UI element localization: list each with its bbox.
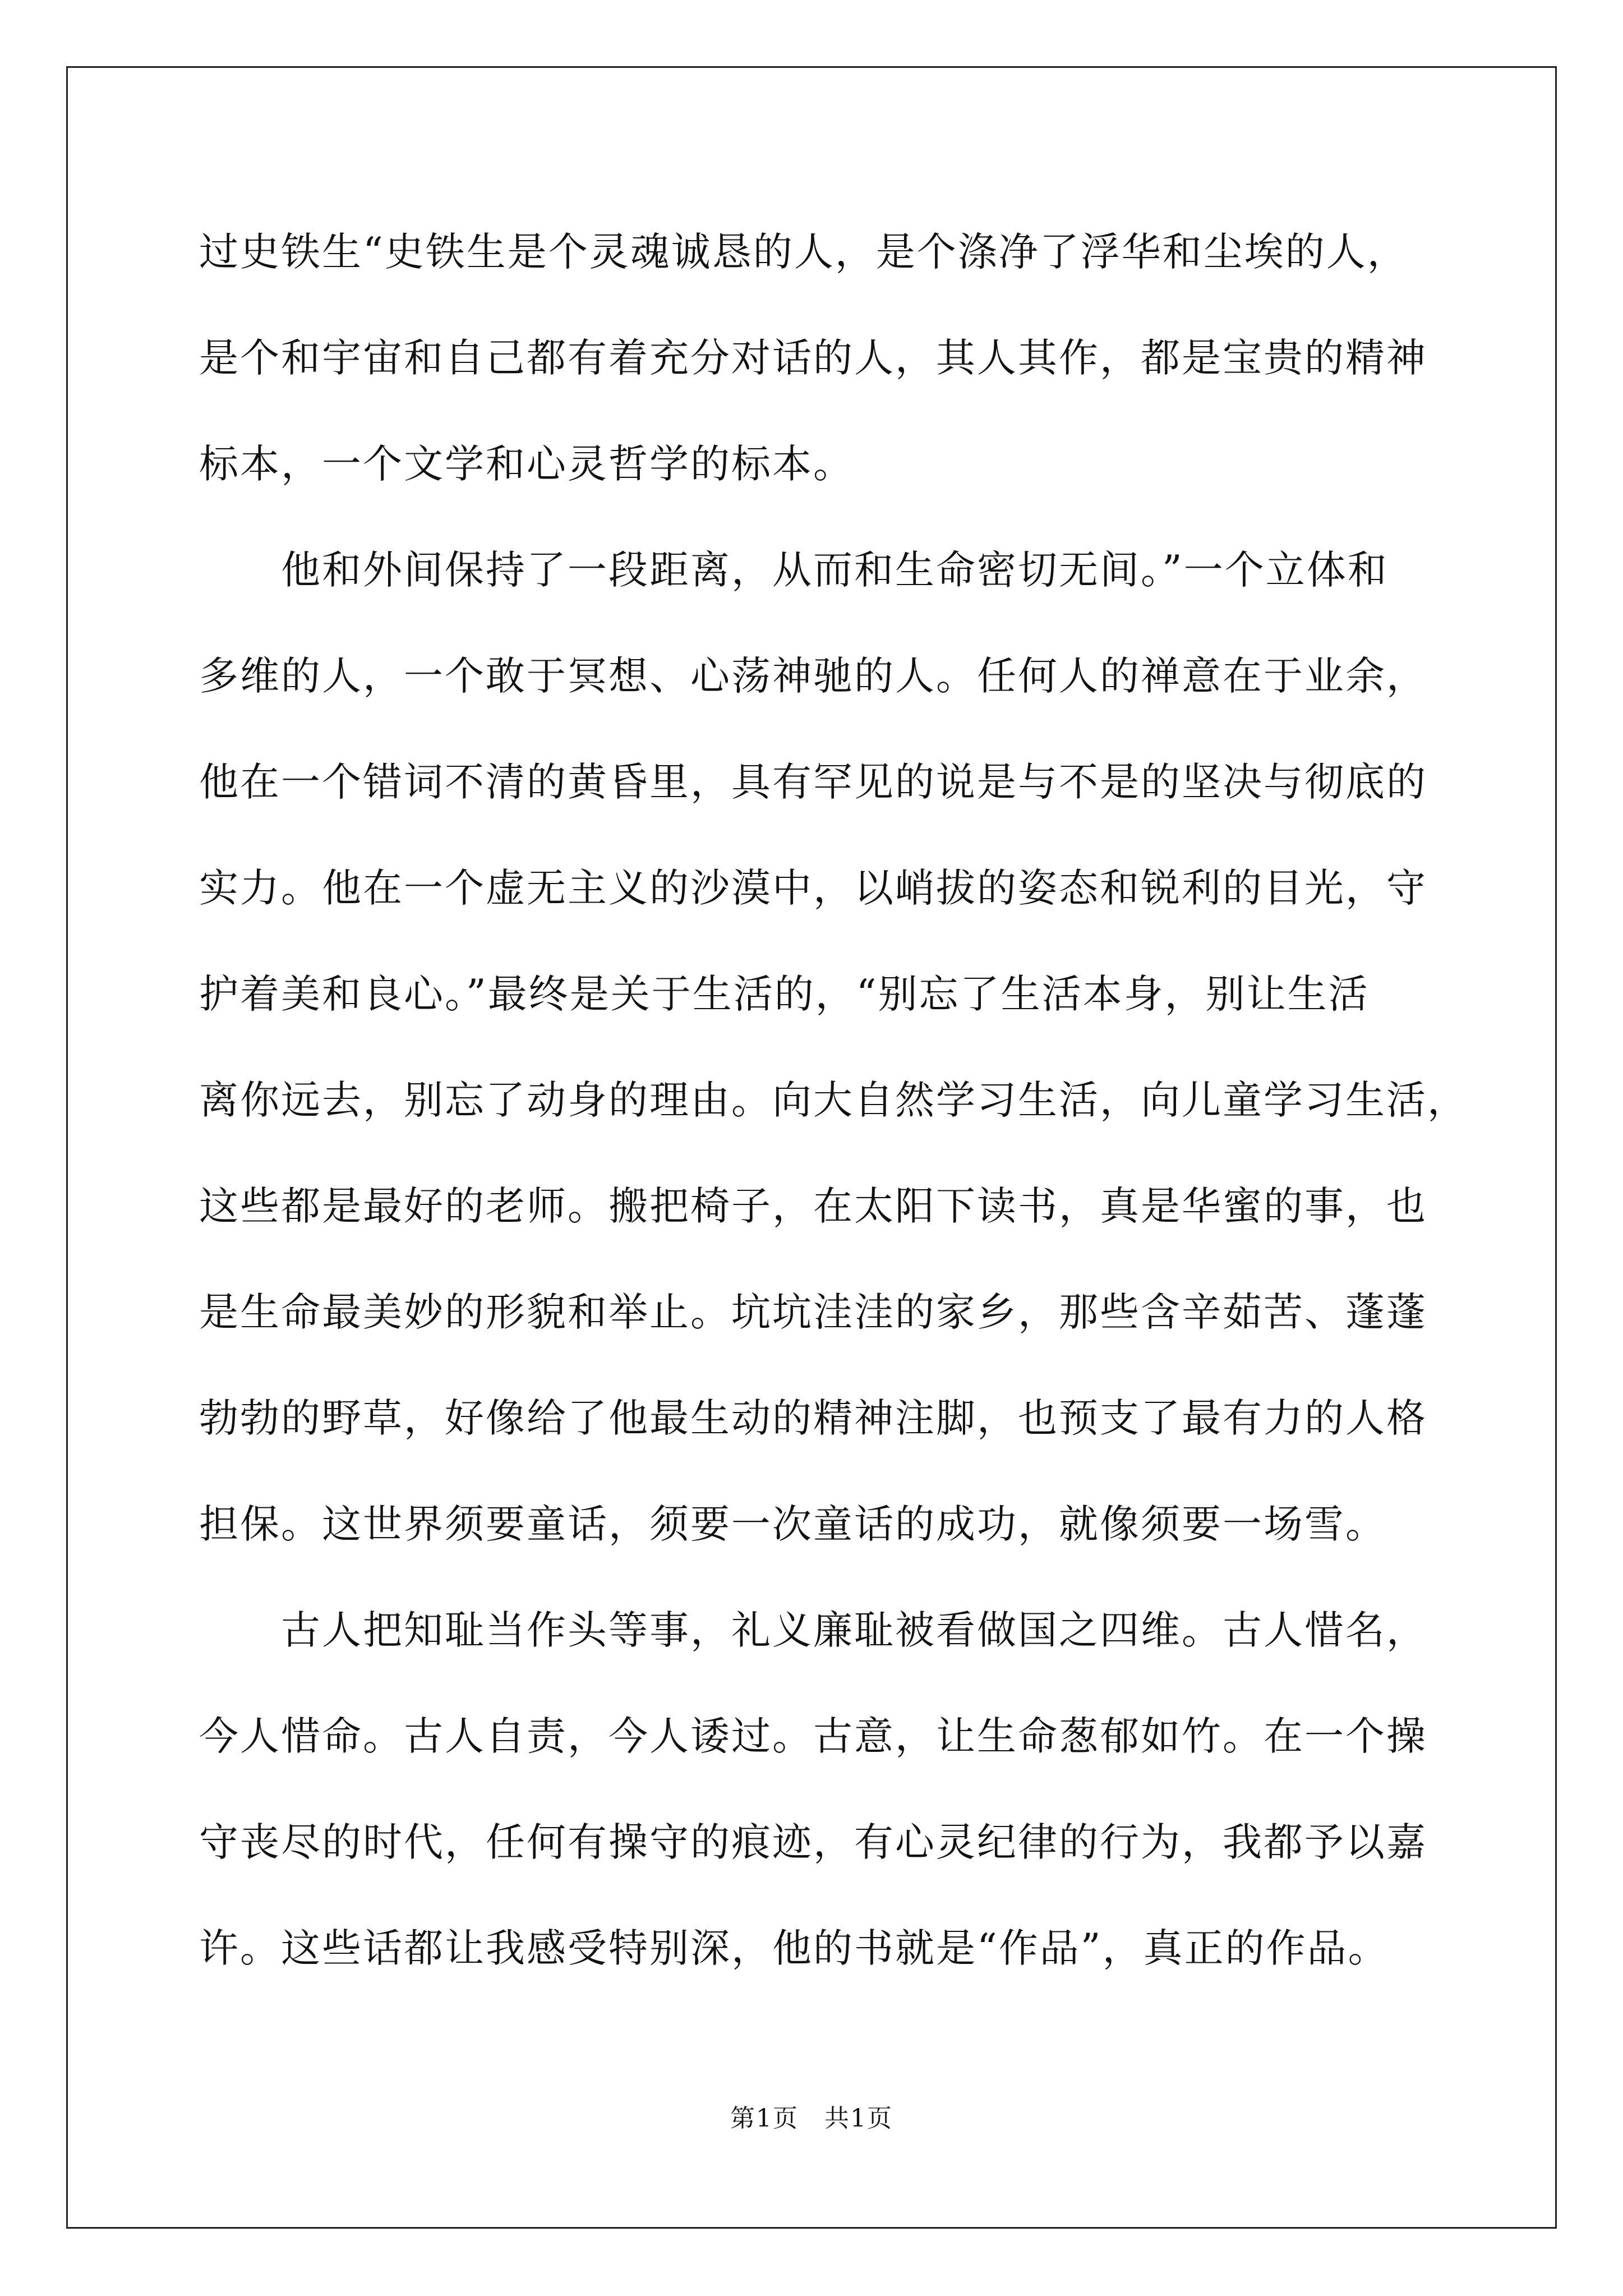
text-line: 守丧尽的时代，任何有操守的痕迹，有心灵纪律的行为，我都予以嘉 — [199, 1819, 1427, 1865]
text-line: 担保。这世界须要童话，须要一次童话的成功，就像须要一场雪。 — [199, 1501, 1386, 1547]
text-line: 过史铁生“史铁生是个灵魂诚恳的人，是个涤净了浮华和尘埃的人， — [199, 229, 1408, 275]
text-line: 多维的人，一个敢于冥想、心荡神驰的人。任何人的禅意在于业余， — [199, 653, 1427, 699]
text-line: 离你远去，别忘了动身的理由。向大自然学习生活，向儿童学习生活， — [199, 1077, 1468, 1123]
document-body — [199, 199, 1468, 2001]
text-line: 古人把知耻当作头等事，礼义廉耻被看做国之四维。古人惜名， — [199, 1607, 1427, 1653]
text-line: 标本，一个文学和心灵哲学的标本。 — [199, 441, 854, 487]
text-line: 是个和宇宙和自己都有着充分对话的人，其人其作，都是宝贵的精神 — [199, 335, 1427, 381]
text-line: 这些都是最好的老师。搬把椅子，在太阳下读书，真是华蜜的事，也 — [199, 1183, 1427, 1229]
text-line: 今人惜命。古人自责，今人诿过。古意，让生命葱郁如竹。在一个操 — [199, 1713, 1427, 1759]
text-line: 护着美和良心。”最终是关于生活的，“别忘了生活本身，别让生活 — [199, 971, 1370, 1017]
page-number-footer: 第1页 共1页 — [730, 2104, 893, 2133]
text-line: 勃勃的野草，好像给了他最生动的精神注脚，也预支了最有力的人格 — [199, 1395, 1427, 1441]
text-line: 他在一个错词不清的黄昏里，具有罕见的说是与不是的坚决与彻底的 — [199, 759, 1427, 805]
text-line: 许。这些话都让我感受特别深，他的书就是“作品”，真正的作品。 — [199, 1925, 1389, 1971]
text-line: 是生命最美妙的形貌和举止。坑坑洼洼的家乡，那些含辛茹苦、蓬蓬 — [199, 1289, 1427, 1335]
text-line: 实力。他在一个虚无主义的沙漠中，以峭拔的姿态和锐利的目光，守 — [199, 865, 1427, 911]
text-line: 他和外间保持了一段距离，从而和生命密切无间。”一个立体和 — [199, 547, 1389, 593]
